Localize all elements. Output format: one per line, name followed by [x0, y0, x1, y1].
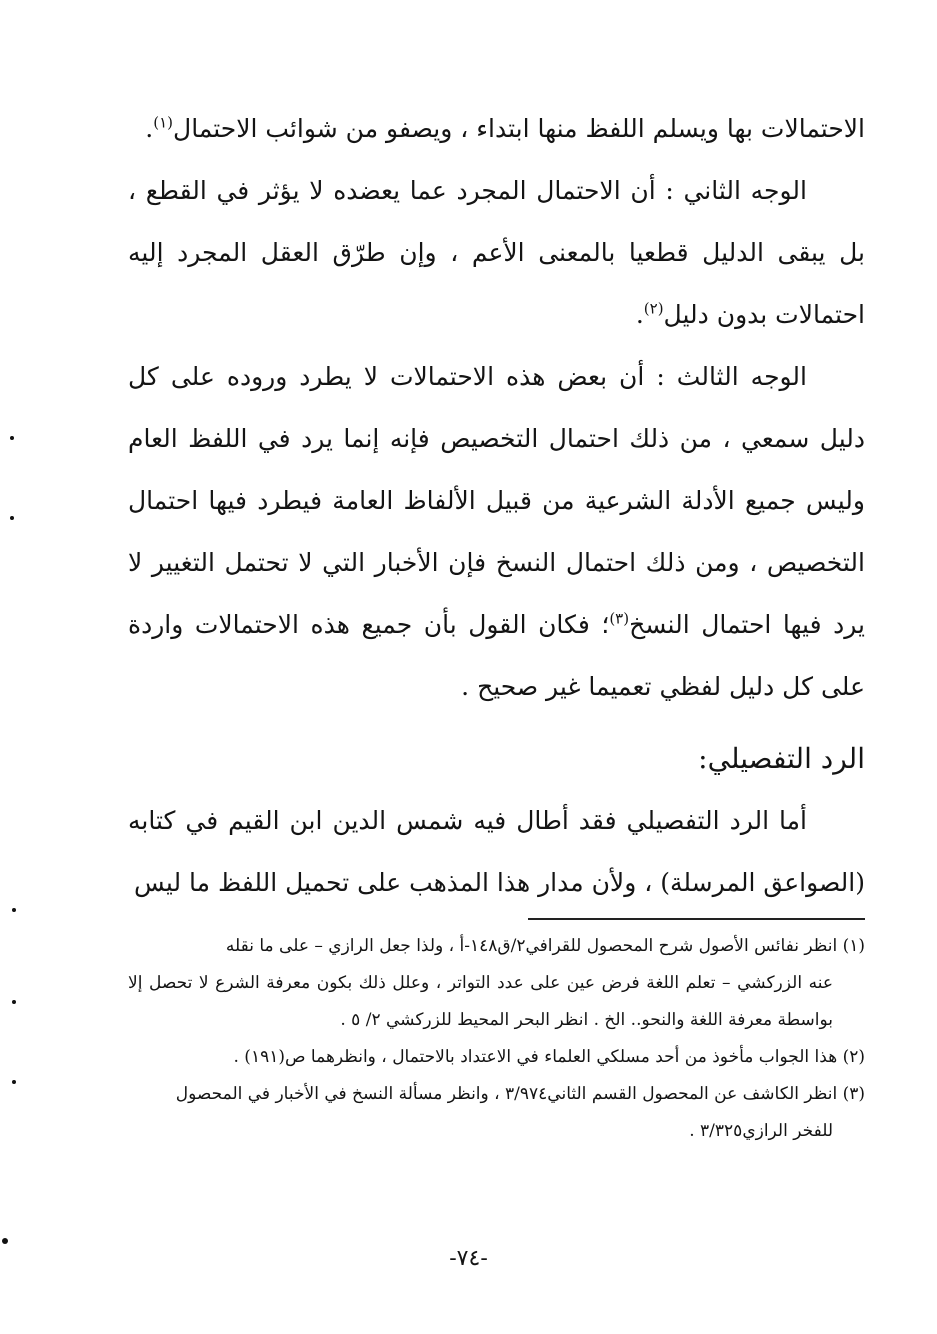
- footnote-1-first: (١) انظر نفائس الأصول شرح المحصول للقرافي٢/ق١٤٨-أ ، ولذا جعل الرازي – على ما نقله: [225, 936, 865, 956]
- footnote-3-first: (٣) انظر الكاشف عن المحصول القسم الثاني٣/٩٧٤ ، وانظر مسألة النسخ في الأخبار في المحصول: [175, 1084, 865, 1104]
- continuation-end: .: [145, 114, 154, 143]
- footnote-2: (٢) هذا الجواب مأخوذ من أحد مسلكي العلماء في الاعتداد بالاحتمال ، وانظرهما ص(١٩١) .: [233, 1047, 865, 1067]
- footnote-ref-1: (١): [153, 113, 174, 132]
- continuation-text: الاحتمالات بها ويسلم اللفظ منها ابتداء ، ويصفو من شوائب الاحتمال: [173, 114, 865, 143]
- footnotes: [128, 928, 865, 1150]
- scan-speck: [12, 1080, 16, 1084]
- third-aspect-text-a: الوجه الثالث : أن بعض هذه الاحتمالات لا يطرد وروده على كل دليل سمعي ، من ذلك احتمال التخصيص فإنه إنما يرد في اللفظ العام وليس جميع الأدلة الشرعية من قبيل الألفاظ العامة فيطرد فيها احتمال التخصيص ، ومن ذلك احتمال النسخ فإن الأخبار التي لا تحتمل التغيير لا يرد فيها احتمال النسخ: [128, 362, 865, 639]
- third-aspect-text-b: ؛ فكان القول بأن جميع هذه الاحتمالات واردة على كل دليل لفظي تعميما غير صحيح .: [128, 610, 865, 701]
- scan-speck: [10, 516, 14, 520]
- footnote-3-rest: للفخر الرازي٣/٣٢٥ .: [689, 1121, 833, 1141]
- footnote-separator: [528, 918, 865, 920]
- second-aspect-text: الوجه الثاني : أن الاحتمال المجرد عما يعضده لا يؤثر في القطع ، بل يبقى الدليل قطعيا بالمعنى الأعم ، وإن طرّق العقل المجرد إليه احتمالات بدون دليل: [128, 176, 865, 329]
- scan-speck: [12, 1000, 16, 1004]
- paragraph-second-aspect: [128, 160, 865, 346]
- paragraph-detailed-reply: أما الرد التفصيلي فقد أطال فيه شمس الدين ابن القيم في كتابه (الصواعق المرسلة) ، ولأن مدار هذا المذهب على تحميل اللفظ ما ليس: [128, 806, 865, 897]
- scan-speck: [10, 436, 14, 440]
- footnote-ref-3: (٣): [609, 609, 630, 628]
- scan-speck: [12, 908, 16, 912]
- scan-speck: [2, 1238, 8, 1244]
- footnote-ref-2: (٢): [643, 299, 664, 318]
- paragraph-third-aspect: [128, 346, 865, 718]
- page-number: -٧٤-: [449, 1246, 488, 1271]
- footnote-1-rest: عنه الزركشي – تعلم اللغة فرض عين على عدد التواتر ، وعلل ذلك بكون معرفة الشرع لا تحصل إلا بواسطة معرفة اللغة والنحو.. الخ . انظر البحر المحيط للزركشي ٢/ ٥ .: [128, 973, 833, 1030]
- second-aspect-end: .: [635, 300, 644, 329]
- paragraph-continuation: [128, 98, 865, 160]
- section-heading: الرد التفصيلي:: [698, 742, 865, 775]
- main-text: [128, 98, 865, 914]
